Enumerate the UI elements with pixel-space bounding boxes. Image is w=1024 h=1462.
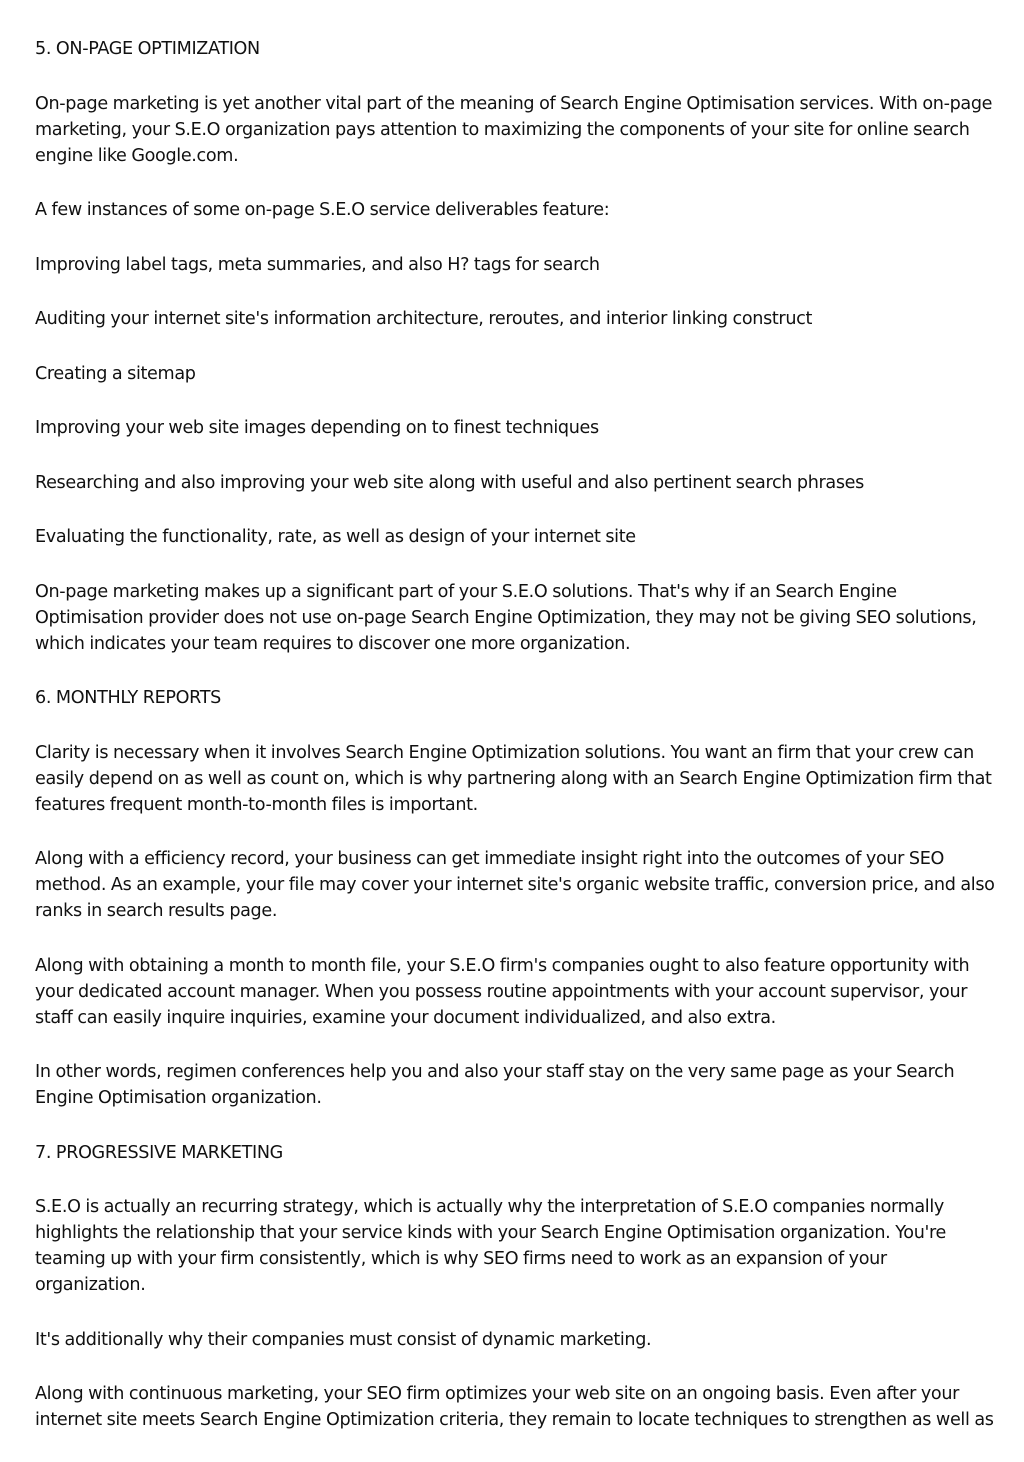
list-item: Improving your web site images depending on to finest techniques bbox=[35, 418, 599, 438]
section-heading-on-page-optimization: 5. ON-PAGE OPTIMIZATION bbox=[35, 39, 260, 59]
paragraph: Along with obtaining a month to month file, your S.E.O firm's companies ought to also feature opportunity with your dedicated account manager. When you possess routine appointments with your account supervisor, your staff can easily inquire inquiries, examine your document individualized, and also extra. bbox=[35, 955, 970, 1028]
paragraph: It's additionally why their companies must consist of dynamic marketing. bbox=[35, 1329, 652, 1350]
list-item: Evaluating the functionality, rate, as well as design of your internet site bbox=[35, 527, 636, 547]
paragraph: Along with continuous marketing, your SEO firm optimizes your web site on an ongoing basis. Even after your internet site meets Search Engine Optimization criteria, they remain to locate techniques to strengthen as well as bbox=[35, 1384, 994, 1430]
paragraph: Along with a efficiency record, your business can get immediate insight right into the outcomes of your SEO method. As an example, your file may cover your internet site's organic website traffic, conversion price, and also ranks in search results page. bbox=[35, 849, 995, 921]
section-heading-progressive-marketing: 7. PROGRESSIVE MARKETING bbox=[35, 1142, 283, 1163]
list-item: Improving label tags, meta summaries, and also H? tags for search bbox=[35, 254, 600, 275]
list-item: Auditing your internet site's information architecture, reroutes, and interior linking construct bbox=[35, 309, 812, 329]
paragraph: In other words, regimen conferences help you and also your staff stay on the very same page as your Search Engine Optimisation organization. bbox=[35, 1062, 955, 1108]
document-body bbox=[35, 36, 995, 1462]
list-item: Researching and also improving your web site along with useful and also pertinent search phrases bbox=[35, 472, 864, 493]
section-heading-monthly-reports: 6. MONTHLY REPORTS bbox=[35, 688, 221, 708]
paragraph: Clarity is necessary when it involves Search Engine Optimization solutions. You want an firm that your crew can easily depend on as well as count on, which is why partnering along with an Search Engine Optimization firm that features frequent month-to-month files is important. bbox=[35, 742, 992, 815]
paragraph: S.E.O is actually an recurring strategy, which is actually why the interpretation of S.E.O companies normally highlights the relationship that your service kinds with your Search Engine Optimisation organization. You're teaming up with your firm consistently, which is why SEO firms need to work as an expansion of your organization. bbox=[35, 1197, 946, 1295]
list-item: Creating a sitemap bbox=[35, 363, 196, 384]
paragraph: On-page marketing makes up a significant part of your S.E.O solutions. That's why if an Search Engine Optimisation provider does not use on-page Search Engine Optimization, they may not be giving SEO solutions, which indicates your team requires to discover one more organization. bbox=[35, 581, 977, 654]
paragraph: A few instances of some on-page S.E.O service deliverables feature: bbox=[35, 200, 610, 220]
paragraph: On-page marketing is yet another vital part of the meaning of Search Engine Optimisation services. With on-page marketing, your S.E.O organization pays attention to maximizing the components of your site for online search engine like Google.com. bbox=[35, 93, 993, 166]
